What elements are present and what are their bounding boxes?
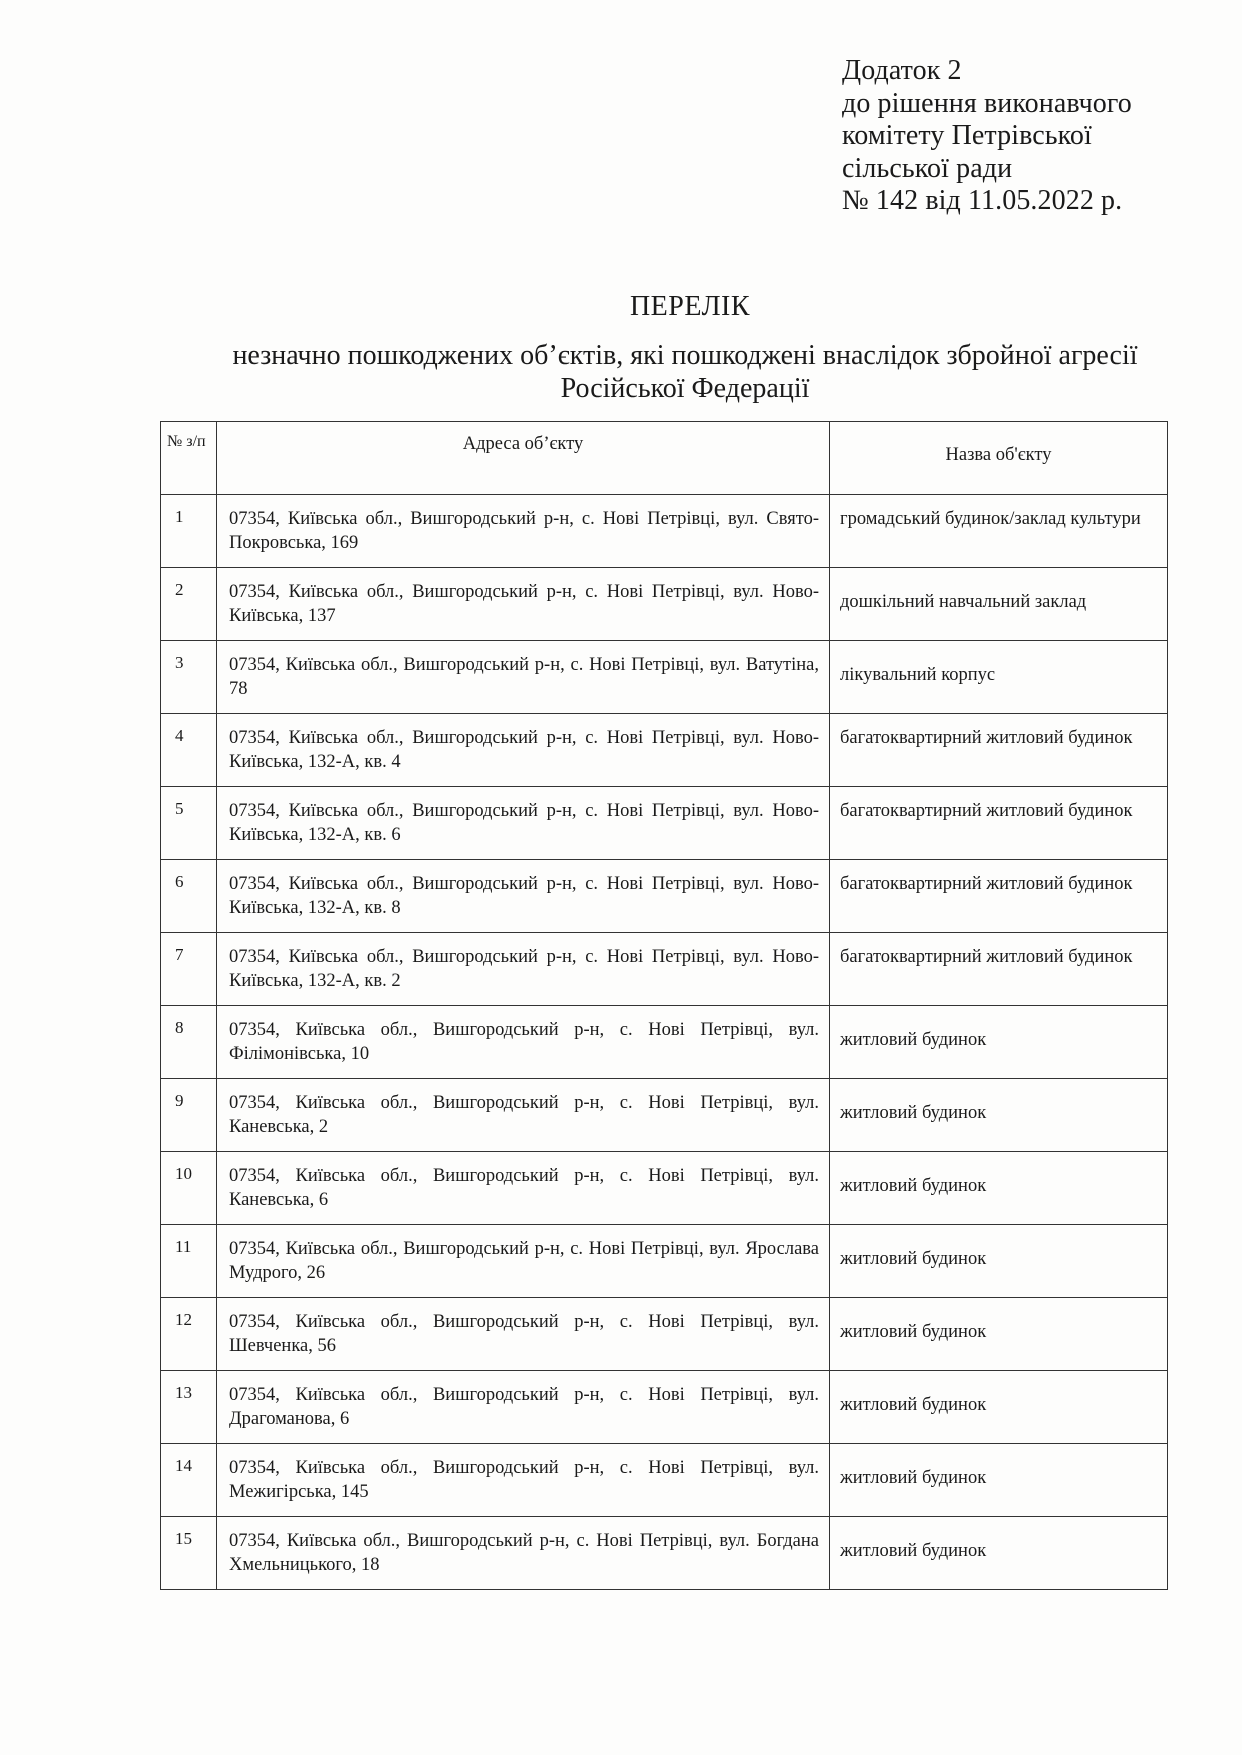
- table-row: [161, 1298, 1168, 1371]
- row-object-name: житловий будинок: [830, 1444, 1168, 1517]
- table-row: [161, 1225, 1168, 1298]
- table-row: [161, 1444, 1168, 1517]
- row-address: 07354, Київська обл., Вишгородський р-н, с. Нові Петрівці, вул. Ярослава Мудрого, 26: [217, 1225, 830, 1298]
- row-address: 07354, Київська обл., Вишгородський р-н, с. Нові Петрівці, вул. Шевченка, 56: [217, 1298, 830, 1371]
- row-number: 6: [161, 860, 217, 933]
- table-row: [161, 860, 1168, 933]
- table-row: [161, 1006, 1168, 1079]
- row-address: 07354, Київська обл., Вишгородський р-н, с. Нові Петрівці, вул. Філімонівська, 10: [217, 1006, 830, 1079]
- table-row: [161, 714, 1168, 787]
- annex-header: [842, 55, 1132, 218]
- table-row: [161, 1371, 1168, 1444]
- row-number: 2: [161, 568, 217, 641]
- row-number: 15: [161, 1517, 217, 1590]
- table-row: [161, 1152, 1168, 1225]
- table-row: [161, 641, 1168, 714]
- header-object-name: Назва об'єкту: [830, 422, 1168, 495]
- row-number: 9: [161, 1079, 217, 1152]
- row-object-name: лікувальний корпус: [830, 641, 1168, 714]
- annex-line-2: до рішення виконавчого: [842, 87, 1132, 119]
- table-row: [161, 1079, 1168, 1152]
- row-object-name: багатоквартирний житловий будинок: [830, 933, 1168, 1006]
- row-number: 10: [161, 1152, 217, 1225]
- row-object-name: житловий будинок: [830, 1371, 1168, 1444]
- row-address: 07354, Київська обл., Вишгородський р-н, с. Нові Петрівці, вул. Ново-Київська, 132-А, кв. 8: [217, 860, 830, 933]
- document-subtitle: незначно пошкоджених об’єктів, які пошкоджені внаслідок збройної агресії Російської Федерації: [232, 340, 1138, 404]
- table-row: [161, 933, 1168, 1006]
- row-object-name: житловий будинок: [830, 1298, 1168, 1371]
- row-number: 11: [161, 1225, 217, 1298]
- annex-line-3: комітету Петрівської: [842, 120, 1092, 151]
- row-number: 14: [161, 1444, 217, 1517]
- row-address: 07354, Київська обл., Вишгородський р-н, с. Нові Петрівці, вул. Межигірська, 145: [217, 1444, 830, 1517]
- row-address: 07354, Київська обл., Вишгородський р-н, с. Нові Петрівці, вул. Богдана Хмельницького, 18: [217, 1517, 830, 1590]
- row-address: 07354, Київська обл., Вишгородський р-н, с. Нові Петрівці, вул. Ново-Київська, 132-А, кв. 4: [217, 714, 830, 787]
- table-body: [161, 495, 1168, 1590]
- annex-line-4: сільської ради: [842, 152, 1013, 184]
- table-row: [161, 1517, 1168, 1590]
- objects-table: [160, 421, 1168, 1590]
- row-address: 07354, Київська обл., Вишгородський р-н, с. Нові Петрівці, вул. Ново-Київська, 132-А, кв. 6: [217, 787, 830, 860]
- row-address: 07354, Київська обл., Вишгородський р-н, с. Нові Петрівці, вул. Каневська, 6: [217, 1152, 830, 1225]
- row-address: 07354, Київська обл., Вишгородський р-н, с. Нові Петрівці, вул. Каневська, 2: [217, 1079, 830, 1152]
- row-address: 07354, Київська обл., Вишгородський р-н, с. Нові Петрівці, вул. Ново-Київська, 132-А, кв. 2: [217, 933, 830, 1006]
- annex-line-5: № 142 від 11.05.2022 р.: [842, 185, 1123, 216]
- row-number: 12: [161, 1298, 217, 1371]
- row-object-name: багатоквартирний житловий будинок: [830, 860, 1168, 933]
- row-object-name: житловий будинок: [830, 1152, 1168, 1225]
- row-object-name: багатоквартирний житловий будинок: [830, 787, 1168, 860]
- row-number: 7: [161, 933, 217, 1006]
- table-header-row: [161, 422, 1168, 495]
- row-address: 07354, Київська обл., Вишгородський р-н, с. Нові Петрівці, вул. Свято-Покровська, 169: [217, 495, 830, 568]
- row-number: 4: [161, 714, 217, 787]
- row-object-name: житловий будинок: [830, 1225, 1168, 1298]
- header-address: Адреса об’єкту: [217, 422, 830, 495]
- row-object-name: громадський будинок/заклад культури: [830, 495, 1168, 568]
- header-number: № з/п: [161, 422, 217, 495]
- row-number: 1: [161, 495, 217, 568]
- row-address: 07354, Київська обл., Вишгородський р-н, с. Нові Петрівці, вул. Ново-Київська, 137: [217, 568, 830, 641]
- row-object-name: житловий будинок: [830, 1517, 1168, 1590]
- table-row: [161, 568, 1168, 641]
- document-title: ПЕРЕЛІК: [629, 291, 751, 322]
- row-address: 07354, Київська обл., Вишгородський р-н, с. Нові Петрівці, вул. Драгоманова, 6: [217, 1371, 830, 1444]
- table-row: [161, 787, 1168, 860]
- row-address: 07354, Київська обл., Вишгородський р-н, с. Нові Петрівці, вул. Ватутіна, 78: [217, 641, 830, 714]
- annex-line-1: Додаток 2: [842, 55, 962, 86]
- row-object-name: дошкільний навчальний заклад: [830, 568, 1168, 641]
- table-row: [161, 495, 1168, 568]
- row-object-name: житловий будинок: [830, 1079, 1168, 1152]
- row-number: 13: [161, 1371, 217, 1444]
- row-object-name: житловий будинок: [830, 1006, 1168, 1079]
- row-object-name: багатоквартирний житловий будинок: [830, 714, 1168, 787]
- row-number: 5: [161, 787, 217, 860]
- row-number: 8: [161, 1006, 217, 1079]
- row-number: 3: [161, 641, 217, 714]
